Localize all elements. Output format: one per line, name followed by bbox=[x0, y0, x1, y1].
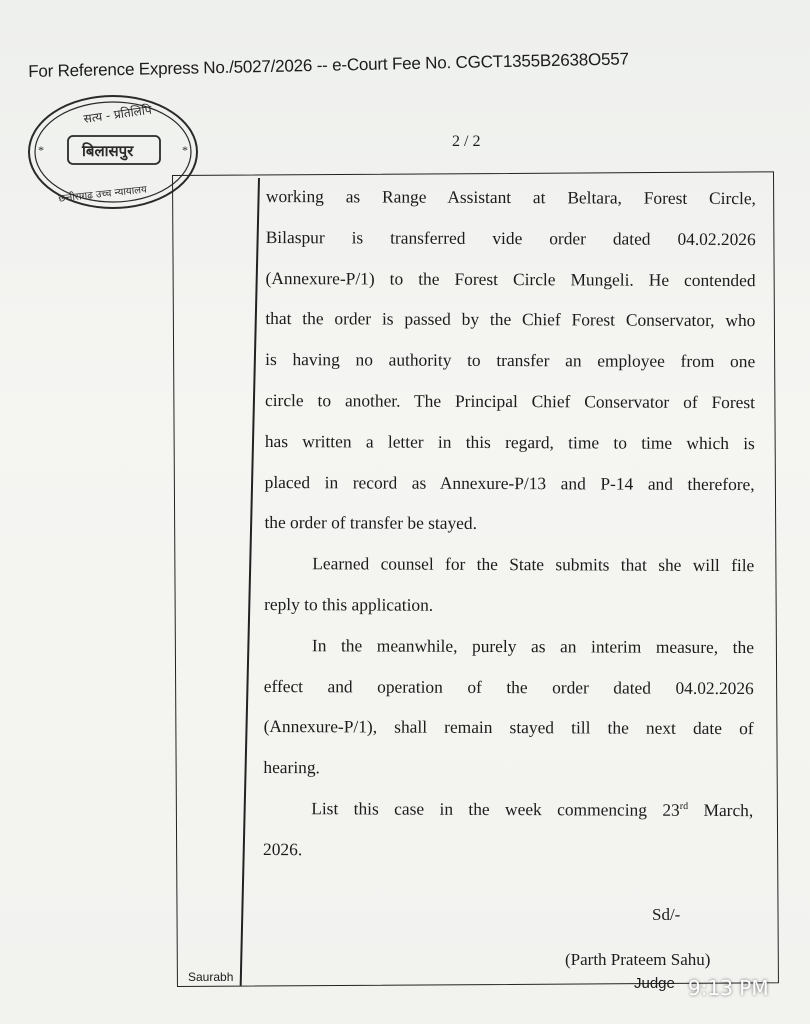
page-number: 2 / 2 bbox=[452, 133, 481, 150]
typist-name: Saurabh bbox=[188, 970, 234, 984]
list-case-text: List this case in the week commencing 23 bbox=[311, 798, 680, 820]
order-line: Learned counsel for the State submits that she will file bbox=[312, 553, 755, 576]
order-line-list-case bbox=[263, 788, 753, 831]
order-line: Bilaspur is transferred vide order dated 04.02.2026 bbox=[265, 226, 756, 249]
judge-name: (Parth Prateem Sahu) bbox=[565, 950, 711, 969]
svg-text:बिलासपुर: बिलासपुर bbox=[82, 142, 134, 160]
order-line: In the meanwhile, purely as an interim measure, the bbox=[311, 634, 754, 657]
order-line: (Annexure-P/1), shall remain stayed till the next date of bbox=[263, 716, 754, 739]
order-line: has written a letter in this regard, time to time which is bbox=[264, 430, 755, 453]
order-line: working as Range Assistant at Beltara, Forest Circle, bbox=[265, 185, 756, 209]
reference-header: For Reference Express No./5027/2026 -- e-Court Fee No. CGCT1355B2638O557 bbox=[28, 49, 630, 81]
ordinal-suffix: rd bbox=[679, 800, 689, 813]
svg-text:*: * bbox=[38, 143, 44, 157]
order-line: (Annexure-P/1) to the Forest Circle Mungeli. He contended bbox=[265, 267, 756, 290]
order-line: reply to this application. bbox=[264, 593, 434, 615]
order-line: 2026. bbox=[263, 838, 303, 859]
svg-text:छत्तीसगढ़ उच्च न्यायालय: छत्तीसगढ़ उच्च न्यायालय bbox=[57, 184, 148, 205]
order-body bbox=[263, 176, 756, 872]
svg-text:सत्य - प्रतिलिपि: सत्य - प्रतिलिपि bbox=[82, 102, 153, 127]
order-line: that the order is passed by the Chief Forest Conservator, who bbox=[265, 308, 756, 331]
list-case-month: March, bbox=[688, 799, 754, 821]
order-line: placed in record as Annexure-P/13 and P-14 and therefore, bbox=[264, 471, 755, 494]
order-line: hearing. bbox=[263, 757, 320, 778]
order-line: is having no authority to transfer an employee from one bbox=[265, 349, 756, 372]
svg-text:*: * bbox=[182, 143, 188, 157]
signature-sd: Sd/- bbox=[652, 905, 681, 924]
order-line: circle to another. The Principal Chief Conservator of Forest bbox=[264, 389, 756, 413]
order-line: effect and operation of the order dated 04.02.2026 bbox=[263, 675, 754, 698]
judge-title: Judge bbox=[634, 975, 675, 992]
order-line: the order of transfer be stayed. bbox=[264, 512, 477, 534]
capture-timestamp: 9:13 PM bbox=[688, 976, 769, 1000]
